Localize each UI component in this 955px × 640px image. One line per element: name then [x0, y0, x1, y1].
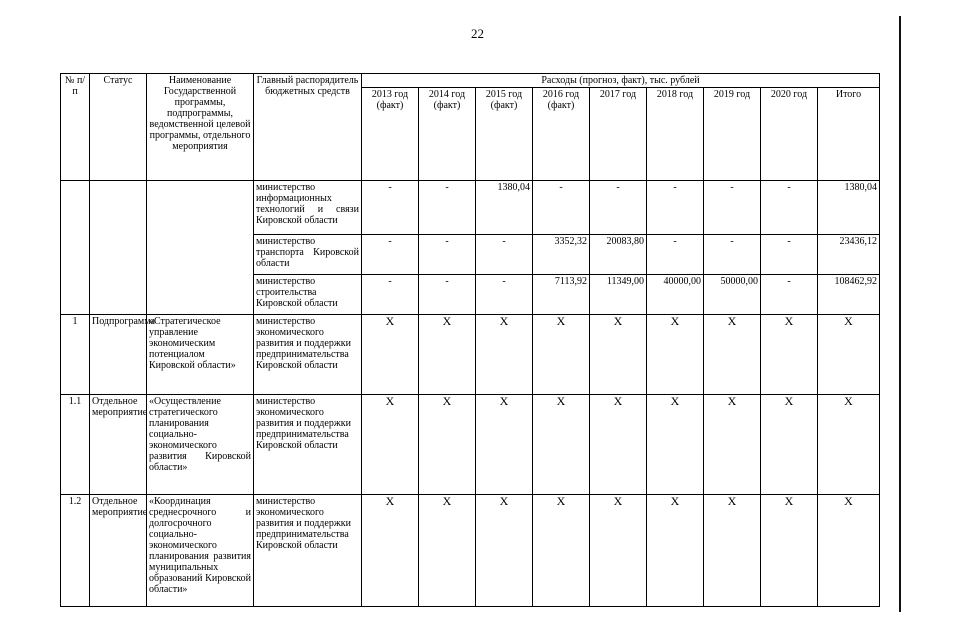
scan-edge-line [899, 16, 901, 612]
status-cell: Отдельное мероприятие [90, 495, 147, 607]
header-year-2017: 2017 год [590, 88, 647, 181]
admin-cell: министерство транспорта Кировской области [254, 235, 362, 275]
value-cell: X [647, 395, 704, 495]
value-cell: - [761, 235, 818, 275]
value-cell: X [533, 395, 590, 495]
empty-cell [61, 181, 90, 315]
value-cell: 1380,04 [476, 181, 533, 235]
value-cell: - [761, 275, 818, 315]
header-expenses: Расходы (прогноз, факт), тыс. рублей [362, 74, 880, 88]
value-cell: X [704, 395, 761, 495]
value-cell: - [761, 181, 818, 235]
value-cell: X [362, 495, 419, 607]
value-cell: - [419, 275, 476, 315]
value-cell: - [419, 181, 476, 235]
value-cell: X [704, 315, 761, 395]
value-cell: - [590, 181, 647, 235]
value-cell: X [362, 395, 419, 495]
value-cell: 11349,00 [590, 275, 647, 315]
table-row [61, 315, 880, 395]
table-row [61, 495, 880, 607]
admin-cell: министерство экономического развития и поддержки предпринимательства Кировской области [254, 395, 362, 495]
total-cell: X [818, 315, 880, 395]
value-cell: - [647, 181, 704, 235]
value-cell: X [362, 315, 419, 395]
header-year-2015: 2015 год (факт) [476, 88, 533, 181]
value-cell: X [590, 495, 647, 607]
header-total: Итого [818, 88, 880, 181]
total-cell: 23436,12 [818, 235, 880, 275]
value-cell: X [647, 315, 704, 395]
total-cell: X [818, 495, 880, 607]
status-cell: Отдельное мероприятие [90, 395, 147, 495]
value-cell: X [647, 495, 704, 607]
value-cell: X [476, 395, 533, 495]
total-cell: X [818, 395, 880, 495]
value-cell: - [476, 275, 533, 315]
total-cell: 1380,04 [818, 181, 880, 235]
value-cell: X [590, 395, 647, 495]
value-cell: X [533, 315, 590, 395]
program-name-cell: «Координация среднесрочного и долгосрочного социально-экономического планирования развития муниципальных образований Кировской области» [147, 495, 254, 607]
value-cell: 20083,80 [590, 235, 647, 275]
budget-table [60, 73, 880, 607]
row-number: 1.2 [61, 495, 90, 607]
empty-cell [147, 181, 254, 315]
header-year-2020: 2020 год [761, 88, 818, 181]
header-year-2013: 2013 год (факт) [362, 88, 419, 181]
header-status: Статус [90, 74, 147, 181]
header-num: № п/п [61, 74, 90, 181]
value-cell: - [362, 181, 419, 235]
table-row [61, 395, 880, 495]
program-name-cell: «Осуществление стратегического планирования социально-экономического развития Кировской области» [147, 395, 254, 495]
header-year-2016: 2016 год (факт) [533, 88, 590, 181]
value-cell: - [419, 235, 476, 275]
value-cell: 40000,00 [647, 275, 704, 315]
row-number: 1.1 [61, 395, 90, 495]
value-cell: - [647, 235, 704, 275]
page-number: 22 [471, 26, 484, 41]
value-cell: X [476, 315, 533, 395]
header-admin: Главный распорядитель бюджетных средств [254, 74, 362, 181]
value-cell: - [476, 235, 533, 275]
value-cell: 3352,32 [533, 235, 590, 275]
value-cell: 7113,92 [533, 275, 590, 315]
empty-cell [90, 181, 147, 315]
value-cell: 50000,00 [704, 275, 761, 315]
admin-cell: министерство информационных технологий и связи Кировской области [254, 181, 362, 235]
status-cell: Подпрограмма [90, 315, 147, 395]
value-cell: X [590, 315, 647, 395]
value-cell: - [704, 181, 761, 235]
value-cell: X [761, 495, 818, 607]
value-cell: X [761, 315, 818, 395]
admin-cell: министерство экономического развития и поддержки предпринимательства Кировской области [254, 495, 362, 607]
row-number: 1 [61, 315, 90, 395]
admin-cell: министерство строительства Кировской области [254, 275, 362, 315]
value-cell: - [533, 181, 590, 235]
header-year-2019: 2019 год [704, 88, 761, 181]
value-cell: X [419, 395, 476, 495]
value-cell: - [362, 275, 419, 315]
total-cell: 108462,92 [818, 275, 880, 315]
value-cell: X [476, 495, 533, 607]
value-cell: - [362, 235, 419, 275]
value-cell: - [704, 235, 761, 275]
value-cell: X [419, 495, 476, 607]
program-name-cell: «Стратегическое управление экономическим потенциалом Кировской области» [147, 315, 254, 395]
value-cell: X [761, 395, 818, 495]
header-year-2014: 2014 год (факт) [419, 88, 476, 181]
value-cell: X [704, 495, 761, 607]
value-cell: X [419, 315, 476, 395]
header-year-2018: 2018 год [647, 88, 704, 181]
header-name: Наименование Государственной программы, подпрограммы, ведомственной целевой программы, отдельного мероприятия [147, 74, 254, 181]
admin-cell: министерство экономического развития и поддержки предпринимательства Кировской области [254, 315, 362, 395]
value-cell: X [533, 495, 590, 607]
table-row [61, 181, 880, 235]
